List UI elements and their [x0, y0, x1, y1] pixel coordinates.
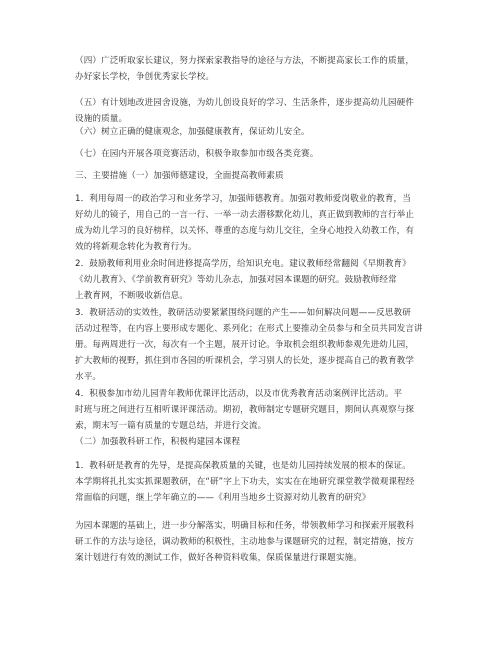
text-line: 1．教科研是教育的先导，是提高保教质量的关键，也是幼儿园持续发展的根本的保证。	[75, 461, 411, 471]
paragraph-6	[75, 124, 440, 140]
text-line: 3．教研活动的实效性，教研活动要紧紧围绕问题的产生——如何解决问题——反思教研	[75, 308, 411, 318]
text-line: 本学期将扎扎实实抓课题教研，在“研”字上下功夫，实实在在地研究课堂教学微观课程经	[75, 477, 415, 487]
research-1	[75, 458, 440, 506]
text-line: 效的将新观念转化为教育行为。	[75, 242, 197, 252]
text-line: 办好家长学校，争创优秀家长学校。	[75, 72, 215, 82]
text-line: 三、主要措施（一）加强师德建设，全面提高教师素质	[75, 171, 284, 181]
text-line: 好幼儿的镜子，用自己的一言一行、一举一动去潜移默化幼儿，真正做到教师的言行举止	[75, 210, 415, 220]
paragraph-4	[75, 53, 440, 85]
text-line: 常面临的问题，继上学年确立的——《利用当地乡土资源对幼儿教育的研究》	[75, 493, 371, 503]
measure-3	[75, 305, 440, 385]
text-line: （五）有计划地改进园舍设施，为幼儿创设良好的学习、生活条件，逐步提高幼儿园硬件	[75, 98, 415, 108]
text-line: 索，期末写一篇有质量的专题总结，并进行交流。	[75, 421, 267, 431]
text-line: （七）在园内开展各项竞赛活动，积极争取参加市级各类竞赛。	[75, 149, 319, 159]
text-line: 扩大教师的视野，抓住到市各园的听课机会，学习别人的长处，逐步提高自己的教育教学	[75, 356, 415, 366]
text-line: 水平。	[75, 372, 102, 382]
text-line: （四）广泛听取家长建议，努力探索家教指导的途径与方法，不断提高家长工作的质量，	[75, 56, 415, 66]
text-line: 活动过程等，在内容上要形成专题化、系列化；在形式上要推动全员参与和全员共同发言讲	[75, 324, 423, 334]
text-line: （六）树立正确的健康观念，加强健康教育，保证幼儿安全。	[75, 127, 310, 137]
section-heading-measures	[75, 168, 440, 184]
text-line: 成为幼儿学习的良好榜样，以关怀、尊重的态度与幼儿交往，全身心地投入幼教工作，有	[75, 226, 415, 236]
text-line: 研工作的方法与途径，调动教师的积极性，主动地参与课题研究的过程，制定措施，按方	[75, 537, 415, 547]
text-line: （二）加强教科研工作，积极构建园本课程	[75, 437, 241, 447]
text-line: 为园本课题的基础上，进一步分解落实，明确目标和任务，带领教师学习和探索开展教科	[75, 521, 415, 531]
paragraph-5	[75, 95, 440, 127]
text-line: 案计划进行有效的测试工作，做好各种资料收集，保质保量进行课题实施。	[75, 553, 362, 563]
measure-4	[75, 386, 440, 434]
research-continued	[75, 518, 440, 566]
paragraph-7	[75, 146, 440, 162]
section-heading-research	[75, 434, 440, 450]
measure-2	[75, 256, 440, 304]
text-line: 设施的质量。	[75, 114, 128, 124]
text-line: 册。每两周进行一次，每次有一个主题，展开讨论。争取机会组织教师参观先进幼儿园，	[75, 340, 415, 350]
text-line: 1．利用每周一的政治学习和业务学习，加强师德教育。加强对教师爱岗敬业的教育，当	[75, 194, 411, 204]
text-line: 时班与班之间进行互相听课评课活动。期初，教师制定专题研究题目，期间认真观察与探	[75, 405, 415, 415]
text-line: 上教育网，不断吸收新信息。	[75, 291, 189, 301]
text-line: 2．鼓励教师利用业余时间进修提高学历，给知识充电。建议教师经常翻阅《早期教育》	[75, 259, 411, 269]
measure-1	[75, 191, 440, 255]
text-line: 4．积极参加市幼儿园青年教师优课评比活动，以及市优秀教育活动案例评比活动。平	[75, 389, 403, 399]
text-line: 《幼儿教育》、《学前教育研究》等幼儿杂志，加强对园本课题的研究。鼓励教师经常	[75, 275, 397, 285]
